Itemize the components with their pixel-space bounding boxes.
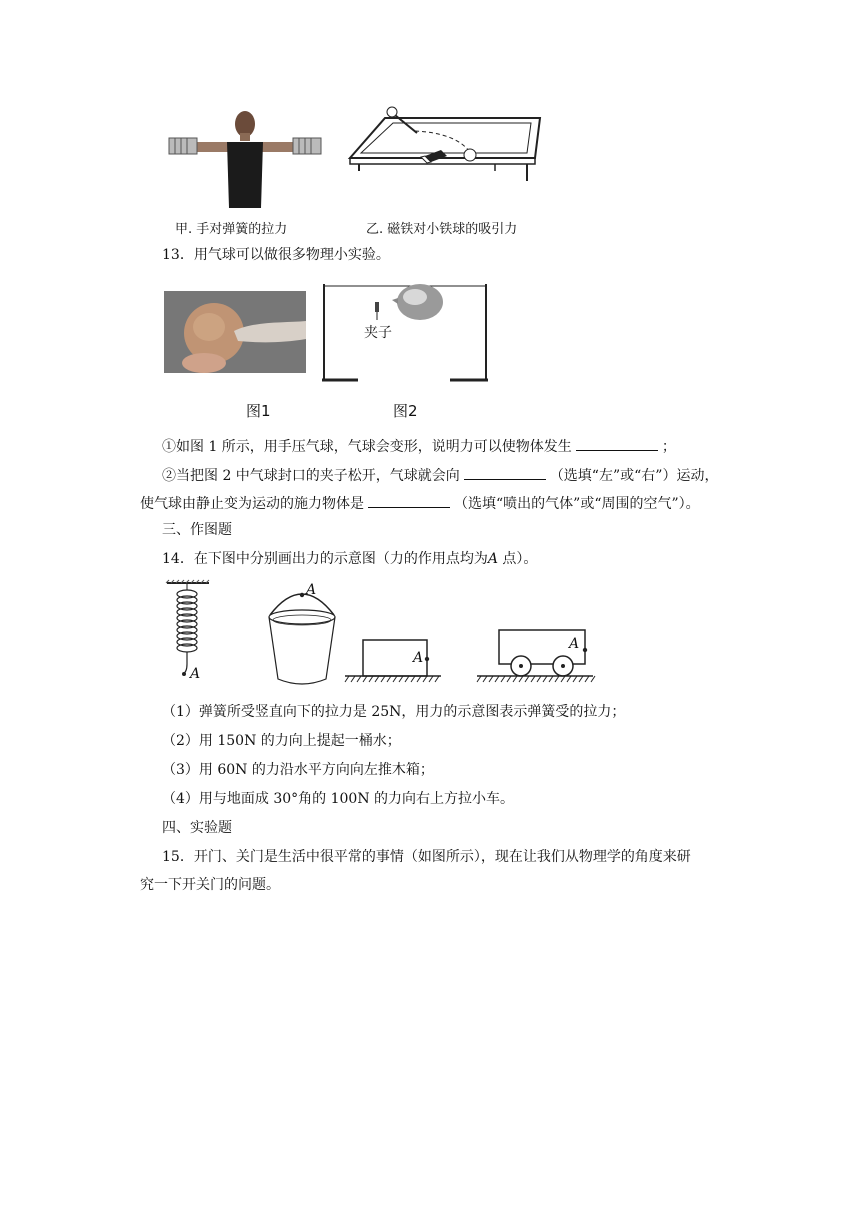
q15-line-2: 究一下开关门的问题。 <box>140 877 280 893</box>
q14-item-3: （3）用 60N 的力沿水平方向向左推木箱； <box>162 762 434 778</box>
point-a-bucket: A <box>306 582 317 598</box>
point-a-spring: A <box>190 666 201 682</box>
q13-line-2-text: ②当把图 2 中气球封口的夹子松开，气球就会向 <box>162 468 460 484</box>
q15-line-1: 15．开门、关门是生活中很平常的事情（如图所示），现在让我们从物理学的角度来研 <box>162 849 691 865</box>
section-4-heading: 四、实验题 <box>162 820 232 836</box>
caption-yi: 乙. 磁铁对小铁球的吸引力 <box>366 222 518 237</box>
fig1-label: 图1 <box>246 402 271 420</box>
clip-label: 夹子 <box>364 325 392 341</box>
answer-blank-1[interactable] <box>576 435 658 451</box>
q14-stem-text: 14．在下图中分别画出力的示意图（力的作用点均为 <box>162 551 488 567</box>
q13-line-3 <box>140 492 700 514</box>
caption-jia: 甲. 手对弹簧的拉力 <box>175 222 288 237</box>
q13-line-1 <box>162 435 676 457</box>
q13-line-2-end: （选填“左”或“右”）运动， <box>549 468 719 484</box>
q13-line-2 <box>162 464 718 486</box>
section-3-heading: 三、作图题 <box>162 522 232 538</box>
figure-2-balloon-on-string <box>320 280 500 382</box>
q14-item-2: （2）用 150N 的力向上提起一桶水； <box>162 733 401 749</box>
q14-item-1: （1）弹簧所受竖直向下的拉力是 25N，用力的示意图表示弹簧受的拉力； <box>162 704 626 720</box>
answer-blank-3[interactable] <box>368 492 450 508</box>
figure-bucket <box>262 585 344 690</box>
figure-yi-magnet-ball <box>345 103 545 213</box>
q13-line-1-end: ； <box>661 439 676 455</box>
q14-stem <box>162 549 537 569</box>
figure-jia-spring-pull <box>165 108 325 213</box>
answer-blank-2[interactable] <box>464 464 546 480</box>
q13-line-3-text: 使气球由静止变为运动的施力物体是 <box>140 496 364 512</box>
point-a-cart: A <box>569 636 580 652</box>
q14-item-4: （4）用与地面成 30°角的 100N 的力向右上方拉小车。 <box>162 791 515 807</box>
q13-line-1-text: ①如图 1 所示，用手压气球，气球会变形，说明力可以使物体发生 <box>162 439 572 455</box>
q14-stem-end: 点）。 <box>497 551 538 567</box>
q13-line-3-end: （选填“喷出的气体”或“周围的空气”）。 <box>454 496 700 512</box>
fig2-label: 图2 <box>393 402 418 420</box>
point-a-box: A <box>413 650 424 666</box>
q13-stem: 13．用气球可以做很多物理小实验。 <box>162 247 390 263</box>
figure-wooden-box <box>345 636 445 684</box>
figure-1-balloon-photo <box>164 291 306 373</box>
q14-stem-point: A <box>487 551 498 567</box>
